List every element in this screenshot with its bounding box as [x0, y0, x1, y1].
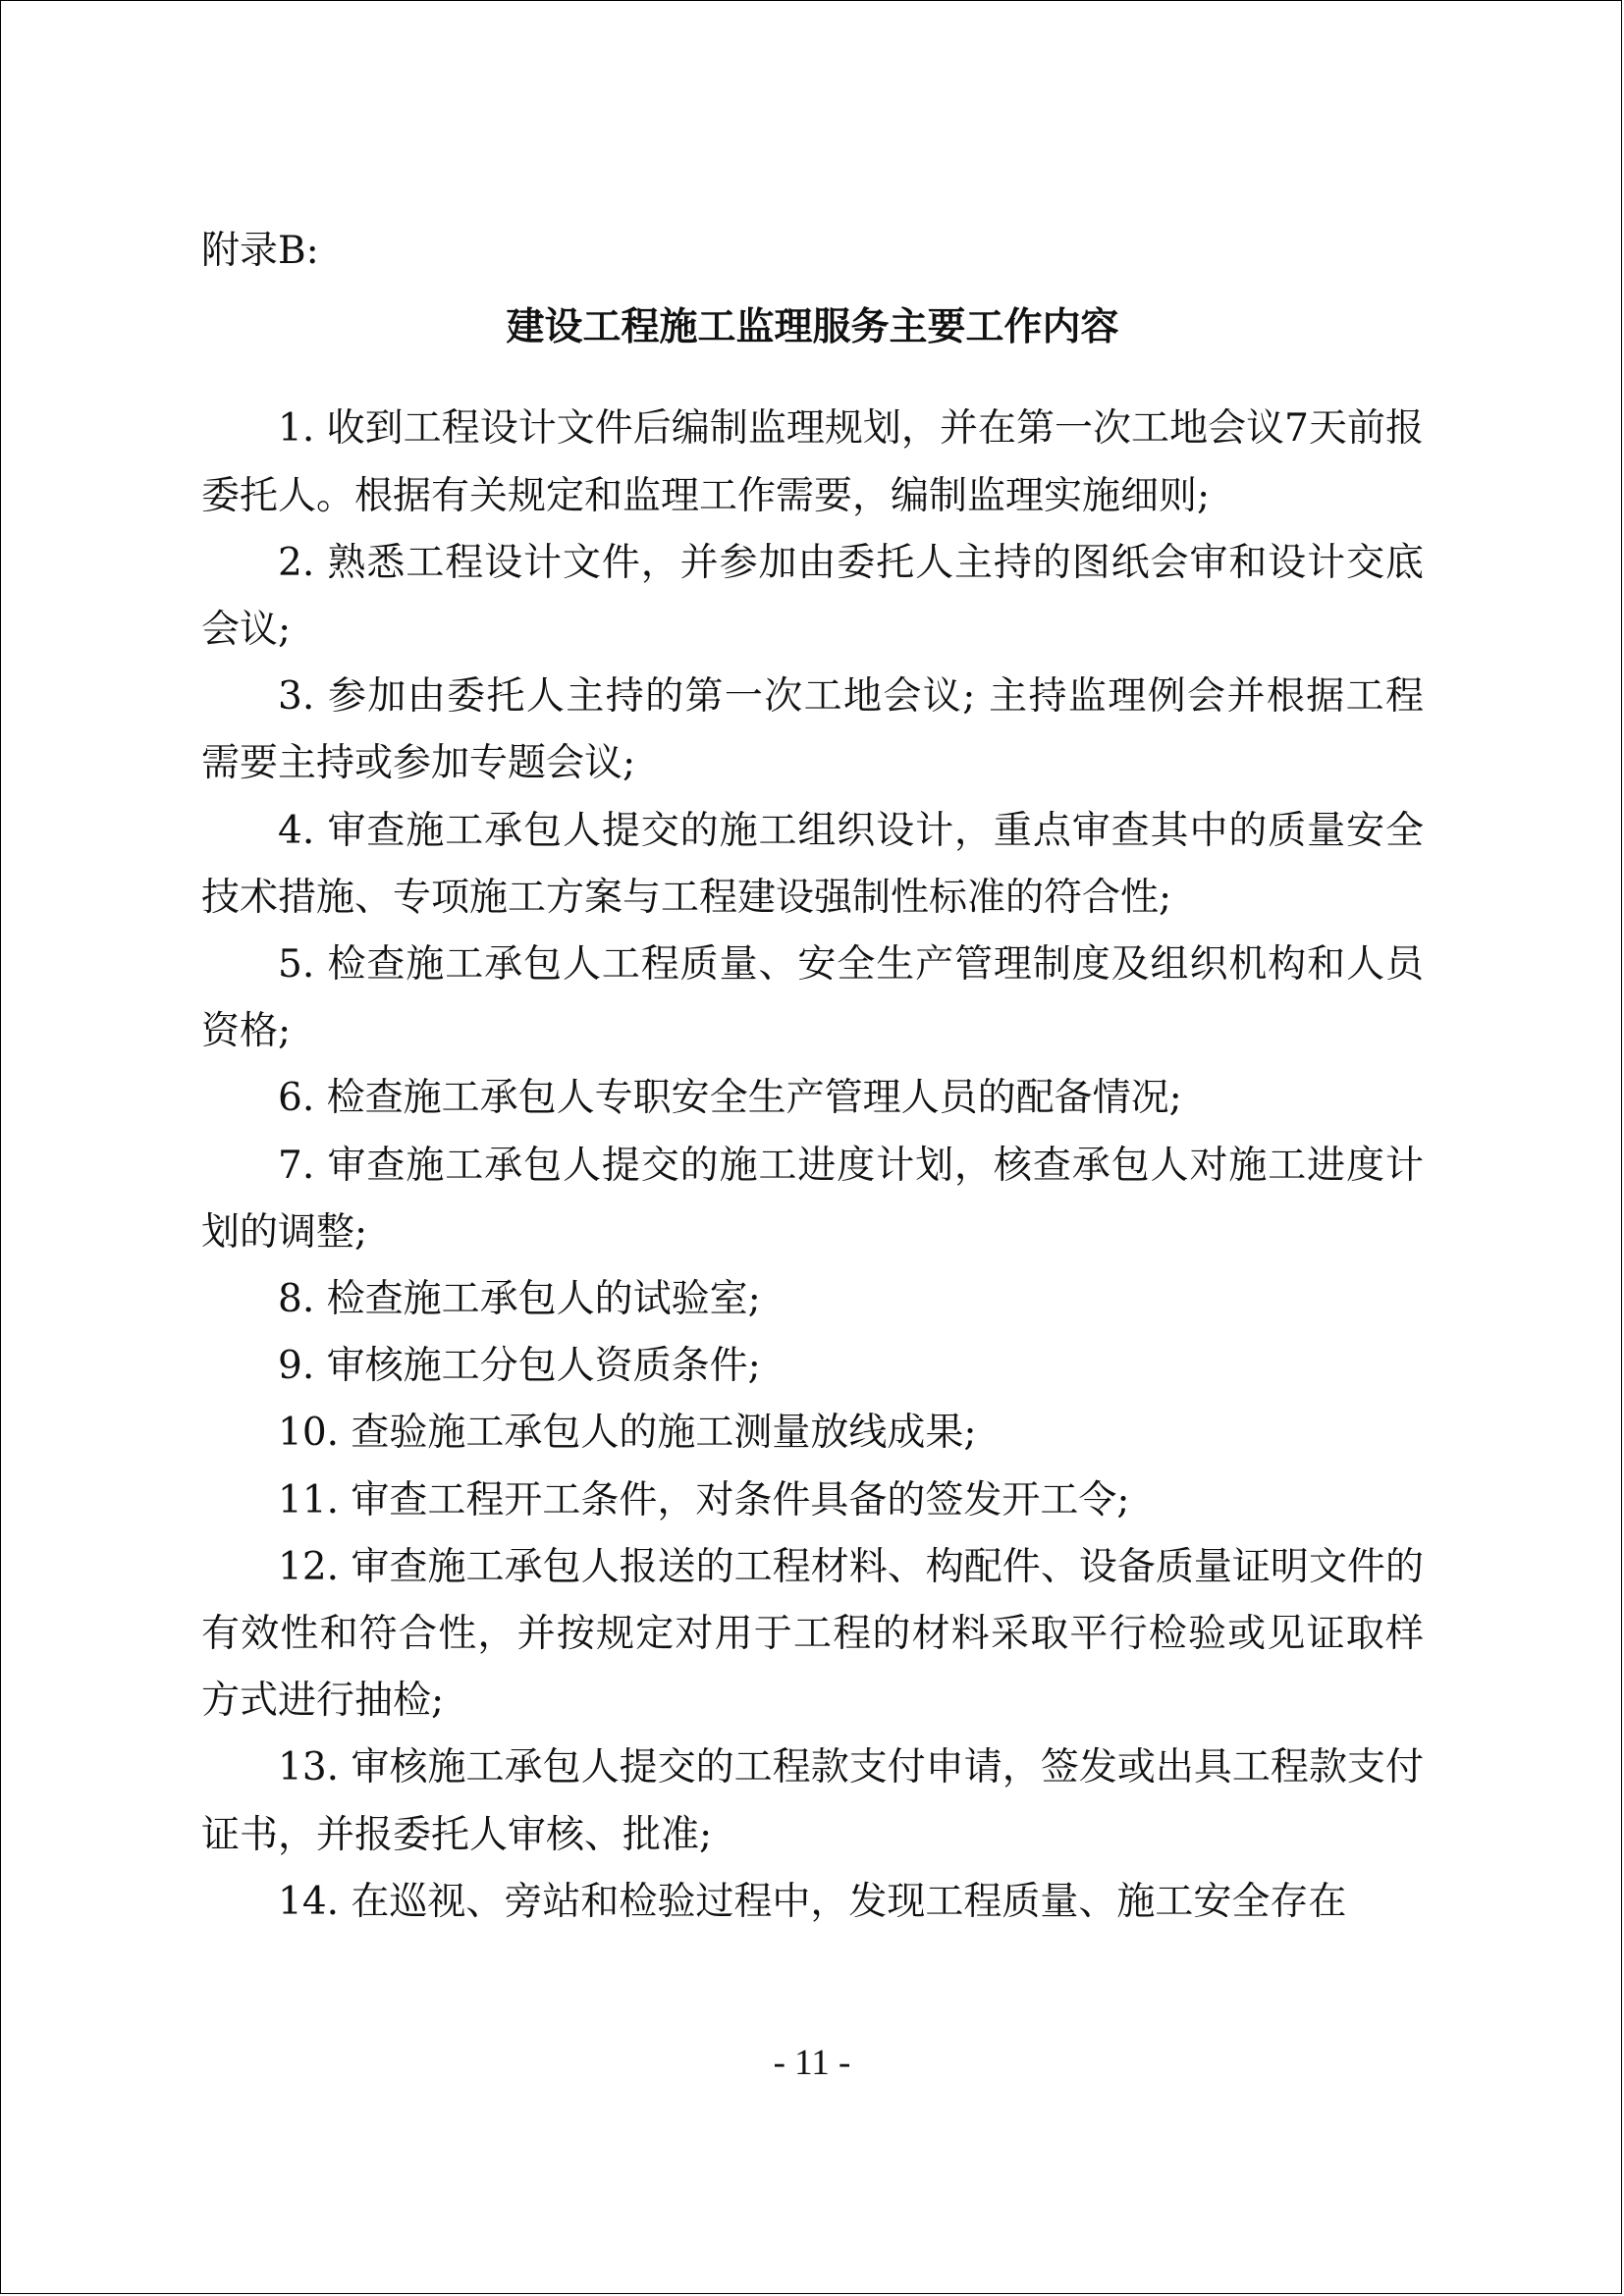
- list-item: 4. 审查施工承包人提交的施工组织设计，重点审查其中的质量安全技术措施、专项施工方案与工程建设强制性标准的符合性;: [201, 808, 1424, 920]
- list-item: 6. 检查施工承包人专职安全生产管理人员的配备情况;: [278, 1076, 1182, 1121]
- list-item: 10. 查验施工承包人的施工测量放线成果;: [278, 1411, 977, 1456]
- list-item: 13. 审核施工承包人提交的工程款支付申请，签发或出具工程款支付证书，并报委托人审核、批准;: [201, 1745, 1424, 1857]
- list-item: 12. 审查施工承包人报送的工程材料、构配件、设备质量证明文件的有效性和符合性，并按规定对用于工程的材料采取平行检验或见证取样方式进行抽检;: [201, 1544, 1424, 1724]
- list-item: 5. 检查施工承包人工程质量、安全生产管理制度及组织机构和人员资格;: [201, 942, 1424, 1054]
- appendix-label: 附录B:: [201, 229, 319, 273]
- list-item: 9. 审核施工分包人资质条件;: [278, 1344, 761, 1389]
- list-item: 2. 熟悉工程设计文件，并参加由委托人主持的图纸会审和设计交底会议;: [201, 540, 1424, 652]
- document-title: 建设工程施工监理服务主要工作内容: [506, 305, 1119, 350]
- list-item: 3. 参加由委托人主持的第一次工地会议; 主持监理例会并根据工程需要主持或参加专题会议;: [201, 674, 1424, 786]
- page-number: - 11 -: [773, 2043, 851, 2083]
- list-item: 7. 审查施工承包人提交的施工进度计划，核查承包人对施工进度计划的调整;: [201, 1143, 1424, 1255]
- list-item: 11. 审查工程开工条件，对条件具备的签发开工令;: [278, 1477, 1130, 1522]
- document-body: [201, 218, 1424, 1936]
- list-item: 8. 检查施工承包人的试验室;: [278, 1277, 761, 1322]
- list-item: 1. 收到工程设计文件后编制监理规划，并在第一次工地会议7天前报委托人。根据有关规定和监理工作需要，编制监理实施细则;: [201, 406, 1424, 518]
- list-item: 14. 在巡视、旁站和检验过程中，发现工程质量、施工安全存在: [278, 1879, 1347, 1924]
